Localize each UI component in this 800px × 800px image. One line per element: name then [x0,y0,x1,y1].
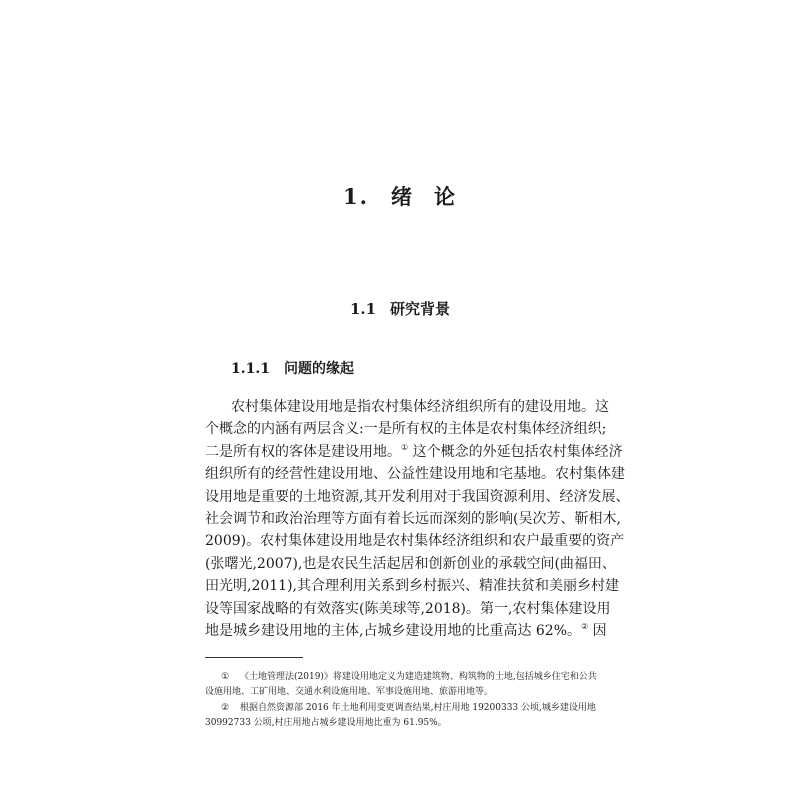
body-line: (张曙光,2007),也是农民生活起居和创新创业的承载空间(曲福田、 [205,555,616,572]
footnote-mark: ① [221,672,230,682]
body-line: 组织所有的经营性建设用地、公益性建设用地和宅基地。农村集体建 [205,466,625,483]
chapter-title-part2: 论 [433,184,457,209]
section-title-text: 研究背景 [390,300,451,318]
footnote-text: 根据自然资源部 2016 年土地利用变更调查结果,村庄用地 19200333 公顷,城乡建设用地 [240,703,596,713]
body-line [205,441,623,463]
footnote-2 [205,701,597,730]
footnote-ref-1[interactable]: ① [401,442,409,452]
footnotes [205,670,597,732]
footnote-1 [205,670,597,699]
chapter-title [0,184,800,210]
section-number: 1.1 [349,300,377,318]
subsection-title [231,359,354,379]
body-line: 社会调节和政治治理等方面有着长远而深刻的影响(吴次芳、靳相木, [205,511,621,528]
footnote-text: 《土地管理法(2019)》将建设用地定义为建造建筑物、构筑物的土地,包括城乡住宅和公共 [240,672,597,682]
footnote-divider [205,657,303,658]
body-line: 个概念的内涵有两层含义:一是所有权的主体是农村集体经济组织; [205,421,607,438]
footnote-mark: ② [221,703,230,713]
body-line: 农村集体建设用地是指农村集体经济组织所有的建设用地。这 [231,399,609,415]
body-line-segment: 二是所有权的客体是建设用地。 [205,443,401,460]
footnote-line [205,670,597,685]
body-line: 田光明,2011),其合理利用关系到乡村振兴、精准扶贫和美丽乡村建 [205,578,619,595]
body-line: 设等国家战略的有效落实(陈美球等,2018)。第一,农村集体建设用 [205,600,611,617]
footnote-line [205,701,597,716]
subsection-title-text: 问题的缘起 [283,361,354,377]
body-line: 设用地是重要的土地资源,其开发利用对于我国资源利用、经济发展、 [205,488,630,505]
footnote-line: 设施用地、工矿用地、交通水利设施用地、军事设施用地、旅游用地等。 [205,686,494,697]
section-title [0,299,800,319]
footnote-line: 30992733 公顷,村庄用地占城乡建设用地比重为 61.95%。 [205,717,447,728]
footnote-ref-2[interactable]: ② [581,622,589,632]
body-line-segment: 因 [592,623,607,640]
subsection-number: 1.1.1 [231,361,270,377]
body-line-segment: 这个概念的外延包括农村集体经济 [412,443,623,460]
chapter-number: 1. [343,184,369,209]
body-line: 2009)。农村集体建设用地是农村集体经济组织和农户最重要的资产 [205,533,625,550]
body-paragraph [205,396,630,642]
body-line-segment: 地是城乡建设用地的主体,占城乡建设用地的比重高达 62%。 [205,623,582,640]
body-line [205,620,607,642]
chapter-title-part1: 绪 [390,184,414,209]
